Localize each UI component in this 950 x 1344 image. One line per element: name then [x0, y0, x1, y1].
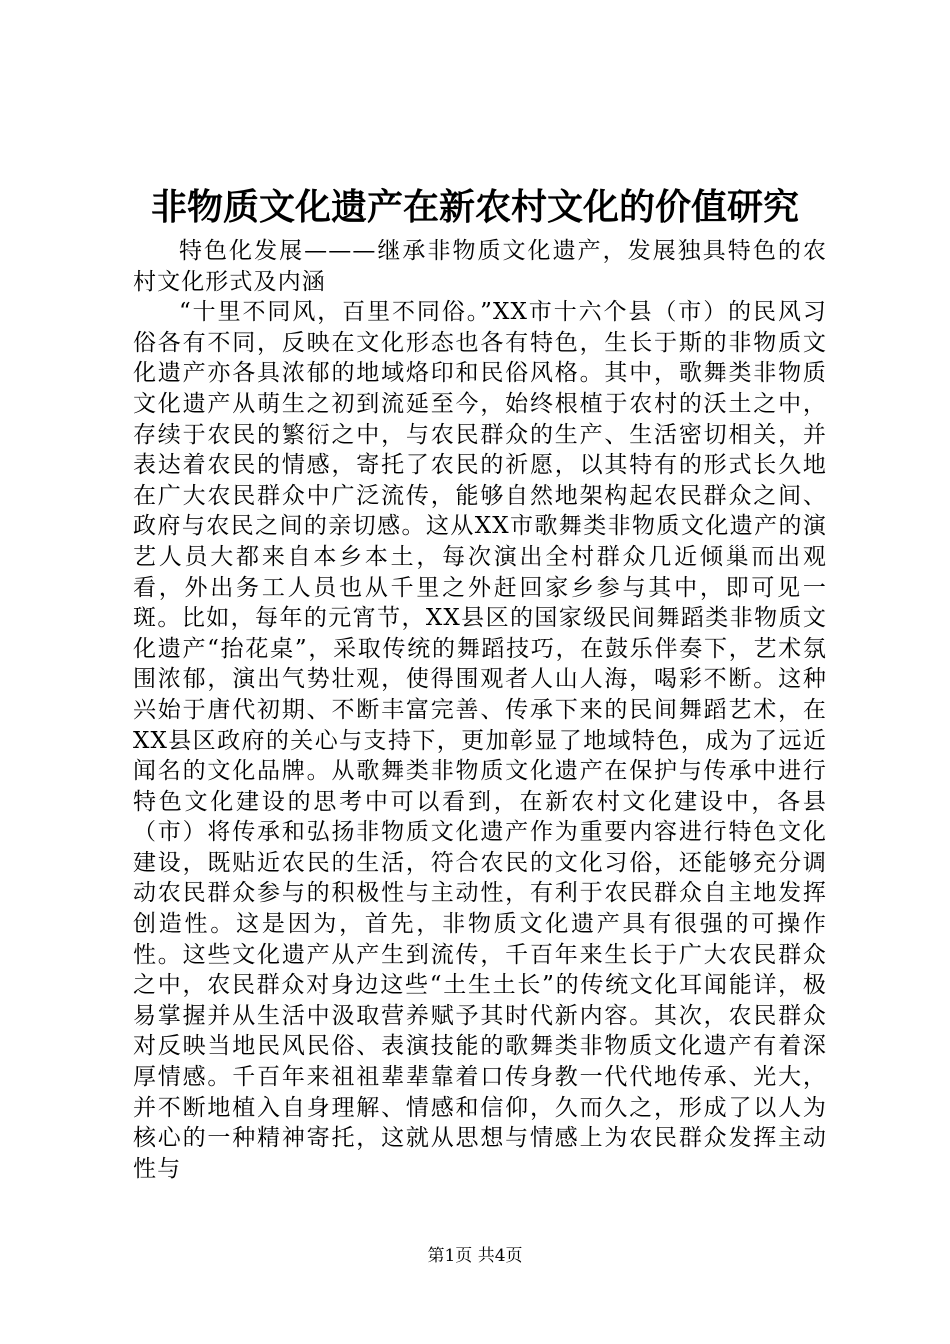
document-body	[133, 236, 827, 1184]
document-title: 非物质文化遗产在新农村文化的价值研究	[150, 186, 799, 228]
paragraph-heading: 特色化发展———继承非物质文化遗产，发展独具特色的农村文化形式及内涵	[133, 238, 827, 295]
page-number: 第1页 共4页	[427, 1246, 523, 1266]
paragraph-main: “十里不同风，百里不同俗。”XX市十六个县（市）的民风习俗各有不同，反映在文化形态也各有特色，生长于斯的非物质文化遗产亦各具浓郁的地域烙印和民俗风格。其中，歌舞类非物质文化遗产从萌生之初到流延至今，始终根植于农村的沃土之中，存续于农民的繁衍之中，与农民群众的生产、生活密切相关，并表达着农民的情感，寄托了农民的祈愿，以其特有的形式长久地在广大农民群众中广泛流传，能够自然地架构起农民群众之间、政府与农民之间的亲切感。这从XX市歌舞类非物质文化遗产的演艺人员大都来自本乡本土，每次演出全村群众几近倾巢而出观看，外出务工人员也从千里之外赶回家乡参与其中，即可见一斑。比如，每年的元宵节，XX县区的国家级民间舞蹈类非物质文化遗产“抬花桌”，采取传统的舞蹈技巧，在鼓乐伴奏下，艺术氛围浓郁，演出气势壮观，使得围观者人山人海，喝彩不断。这种兴始于唐代初期、不断丰富完善、传承下来的民间舞蹈艺术，在XX县区政府的关心与支持下，更加彰显了地域特色，成为了远近闻名的文化品牌。从歌舞类非物质文化遗产在保护与传承中进行特色文化建设的思考中可以看到，在新农村文化建设中，各县（市）将传承和弘扬非物质文化遗产作为重要内容进行特色文化建设，既贴近农民的生活，符合农民的文化习俗，还能够充分调动农民群众参与的积极性与主动性，有利于农民群众自主地发挥创造性。这是因为，首先，非物质文化遗产具有很强的可操作性。这些文化遗产从产生到流传，千百年来生长于广大农民群众之中，农民群众对身边这些“土生土长”的传统文化耳闻能详，极易掌握并从生活中汲取营养赋予其时代新内容。其次，农民群众对反映当地民风民俗、表演技能的歌舞类非物质文化遗产有着深厚情感。千百年来祖祖辈辈靠着口传身教一代代地传承、光大，并不断地植入自身理解、情感和信仰，久而久之，形成了以人为核心的一种精神寄托，这就从思想与情感上为农民群众发挥主动性与	[133, 299, 827, 1182]
